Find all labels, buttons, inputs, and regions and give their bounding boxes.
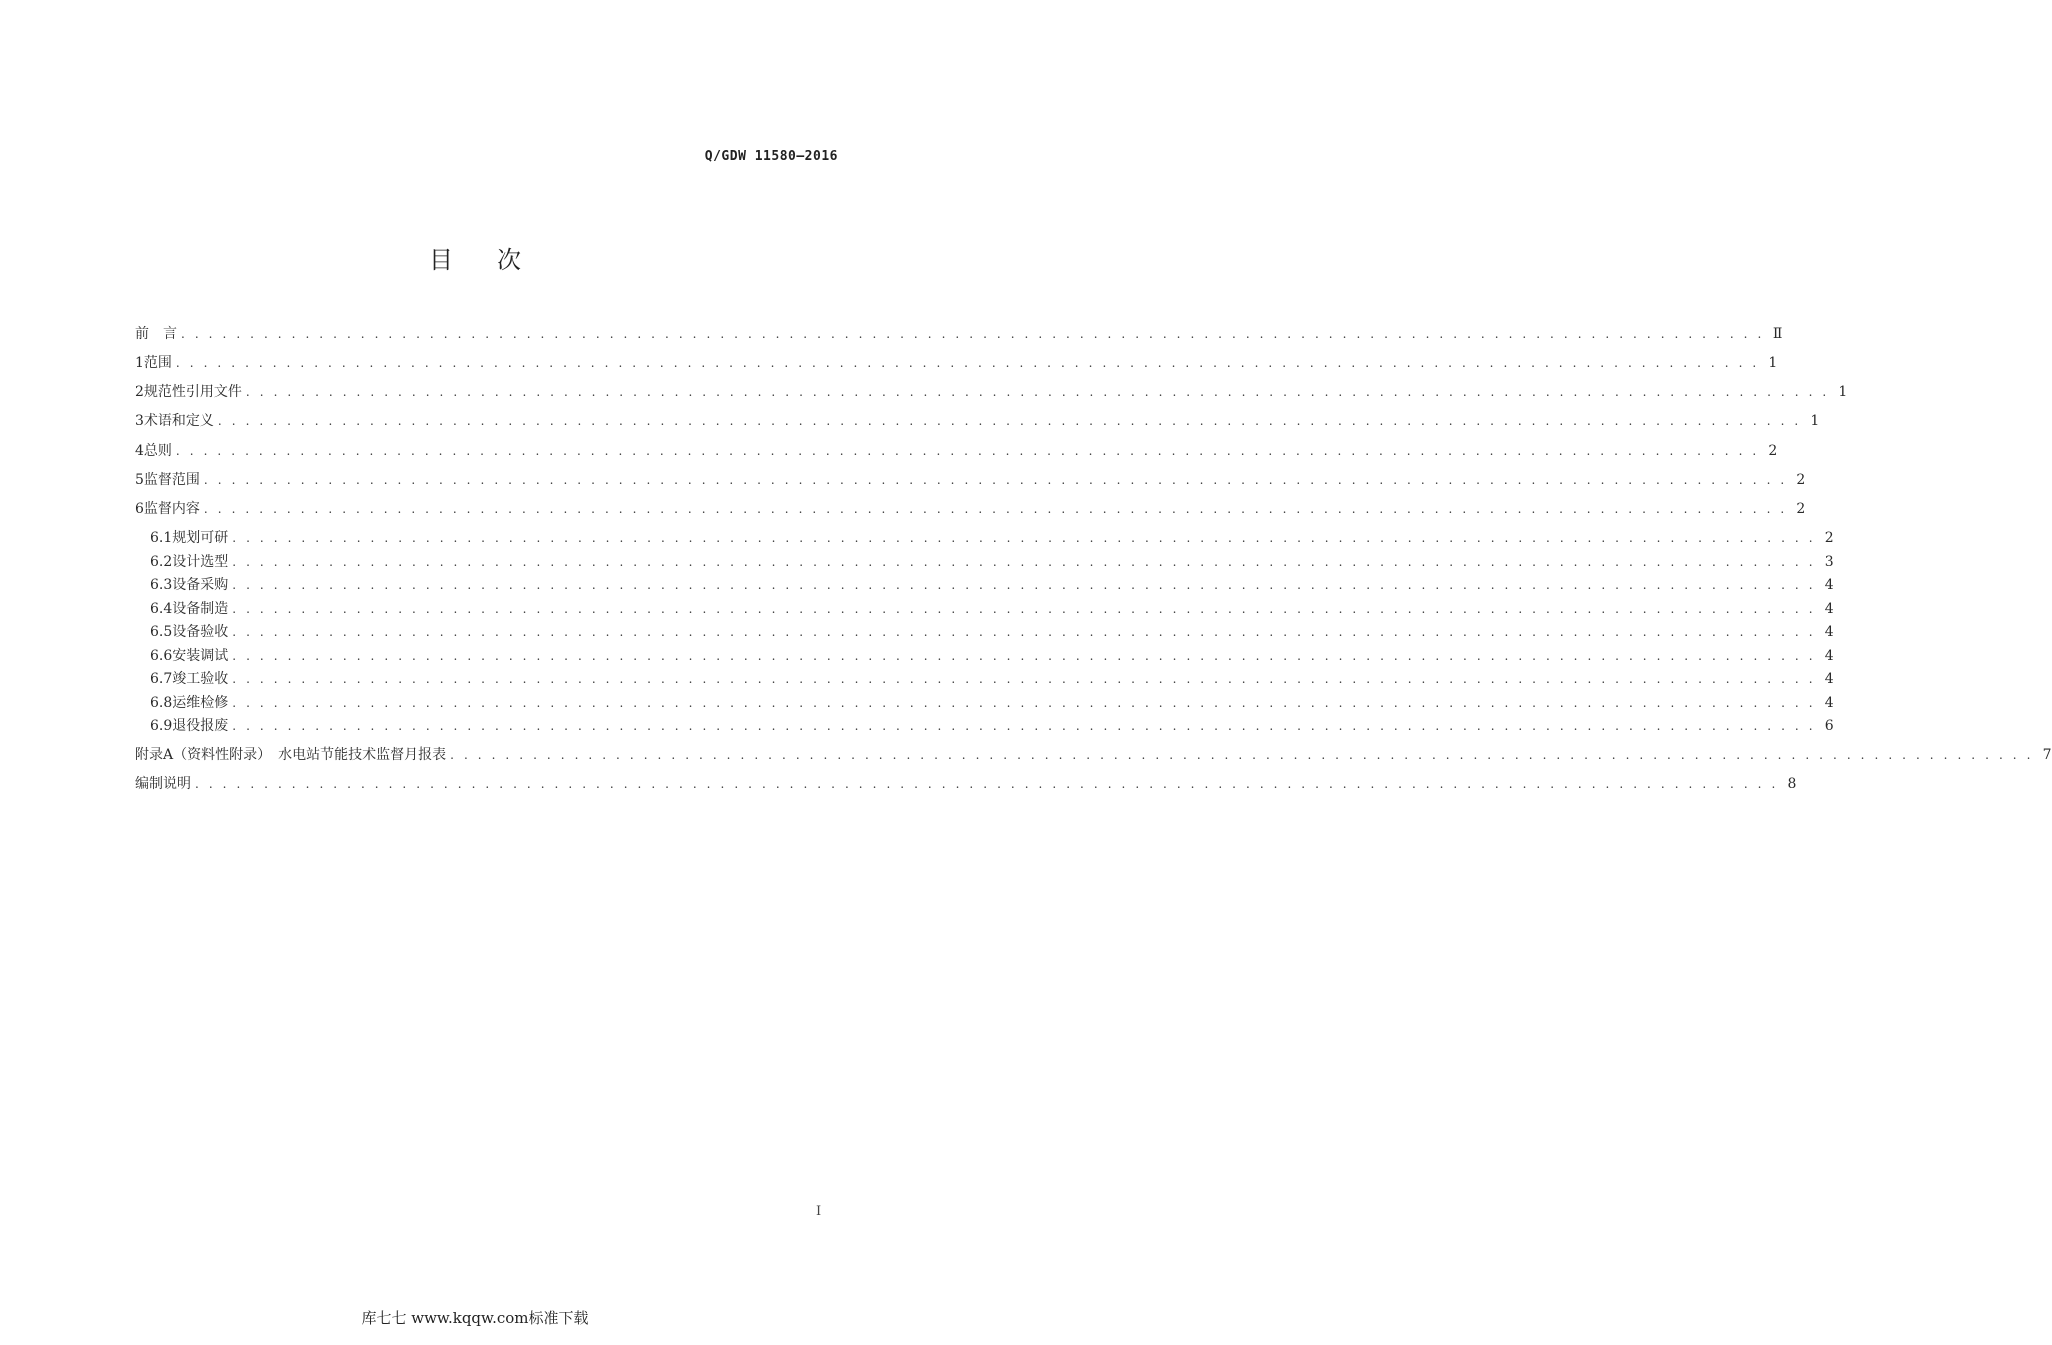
toc-number: 6.4: [150, 601, 173, 617]
toc-number: 6: [135, 501, 144, 517]
toc-page: 1: [1838, 384, 1848, 400]
leader-dots: . . . . . . . . . . . . . . . . . . . . . . . . . . . . . . . . . . . . . . . . . . . . . . . . . . . . . . . . . . . . . . . . . . . . . . . . . . . . . . . . . . . . . . . . . . . . . . . . . . . . . . . . . . . . . . . . . . .: [181, 327, 1765, 341]
toc-entry[interactable]: [135, 353, 1778, 373]
leader-dots: . . . . . . . . . . . . . . . . . . . . . . . . . . . . . . . . . . . . . . . . . . . . . . . . . . . . . . . . . . . . . . . . . . . . . . . . . . . . . . . . . . . . . . . . . . . . . . . . . . . . . . . . . . . . . . . . . . .: [232, 696, 1816, 710]
toc-page: 2: [1796, 501, 1806, 517]
toc-label: 附录A（资料性附录） 水电站节能技术监督月报表: [135, 747, 447, 763]
toc-subentry[interactable]: [150, 552, 1834, 572]
toc-page: 4: [1824, 624, 1834, 640]
toc-label: 规范性引用文件: [143, 384, 242, 400]
leader-dots: . . . . . . . . . . . . . . . . . . . . . . . . . . . . . . . . . . . . . . . . . . . . . . . . . . . . . . . . . . . . . . . . . . . . . . . . . . . . . . . . . . . . . . . . . . . . . . . . . . . . . . . . . . . . . . . . . . .: [203, 502, 1788, 516]
toc-number: 1: [135, 355, 144, 371]
leader-dots: . . . . . . . . . . . . . . . . . . . . . . . . . . . . . . . . . . . . . . . . . . . . . . . . . . . . . . . . . . . . . . . . . . . . . . . . . . . . . . . . . . . . . . . . . . . . . . . . . . . . . . . . . . . . . . . . . . .: [175, 444, 1760, 458]
toc-page: 8: [1787, 776, 1797, 792]
toc-subentry[interactable]: [150, 528, 1834, 548]
standard-code: Q/GDW 11580—2016: [704, 149, 838, 164]
toc-page: 6: [1824, 718, 1834, 734]
toc-number: 6.2: [150, 554, 173, 570]
toc-page: 4: [1824, 648, 1834, 664]
leader-dots: . . . . . . . . . . . . . . . . . . . . . . . . . . . . . . . . . . . . . . . . . . . . . . . . . . . . . . . . . . . . . . . . . . . . . . . . . . . . . . . . . . . . . . . . . . . . . . . . . . . . . . . . . . . . . . . . . . .: [450, 748, 2034, 762]
toc-label: 监督内容: [143, 501, 200, 517]
toc-page: 7: [2042, 747, 2052, 763]
toc-number: 2: [135, 384, 144, 400]
toc-subentry[interactable]: [150, 599, 1834, 619]
footer-watermark: 库七七 www.kqqw.com标准下载: [361, 1309, 589, 1327]
toc-page: 4: [1824, 671, 1834, 687]
toc-label: 范围: [143, 355, 172, 371]
toc-number: 6.7: [150, 671, 173, 687]
toc-label: 术语和定义: [143, 413, 214, 429]
toc-label: 设备采购: [172, 577, 229, 593]
toc-entry[interactable]: [135, 382, 1848, 402]
leader-dots: . . . . . . . . . . . . . . . . . . . . . . . . . . . . . . . . . . . . . . . . . . . . . . . . . . . . . . . . . . . . . . . . . . . . . . . . . . . . . . . . . . . . . . . . . . . . . . . . . . . . . . . . . . . . . . . . . . .: [232, 719, 1816, 733]
toc-page: 4: [1824, 577, 1834, 593]
toc-entry[interactable]: [135, 499, 1806, 519]
toc-label: 竣工验收: [172, 671, 229, 687]
toc-label: 设备制造: [172, 601, 229, 617]
leader-dots: . . . . . . . . . . . . . . . . . . . . . . . . . . . . . . . . . . . . . . . . . . . . . . . . . . . . . . . . . . . . . . . . . . . . . . . . . . . . . . . . . . . . . . . . . . . . . . . . . . . . . . . . . . . . . . . . . . .: [232, 649, 1816, 663]
toc-number: 4: [135, 443, 144, 459]
toc-label: 监督范围: [143, 472, 200, 488]
toc-label: 设备验收: [172, 624, 229, 640]
toc-page: Ⅱ: [1772, 326, 1783, 342]
toc-label: 规划可研: [172, 530, 229, 546]
leader-dots: . . . . . . . . . . . . . . . . . . . . . . . . . . . . . . . . . . . . . . . . . . . . . . . . . . . . . . . . . . . . . . . . . . . . . . . . . . . . . . . . . . . . . . . . . . . . . . . . . . . . . . . . . . . . . . . . . . .: [232, 578, 1816, 592]
toc-number: 6.3: [150, 577, 173, 593]
title-char-1: 目: [429, 246, 453, 274]
toc-entry-appendix-a[interactable]: [135, 745, 2052, 765]
toc-label: 安装调试: [172, 648, 229, 664]
leader-dots: . . . . . . . . . . . . . . . . . . . . . . . . . . . . . . . . . . . . . . . . . . . . . . . . . . . . . . . . . . . . . . . . . . . . . . . . . . . . . . . . . . . . . . . . . . . . . . . . . . . . . . . . . . . . . . . . . . .: [232, 672, 1816, 686]
toc-subentry[interactable]: [150, 716, 1834, 736]
toc-page: 1: [1768, 355, 1778, 371]
toc-number: 6.9: [150, 718, 173, 734]
leader-dots: . . . . . . . . . . . . . . . . . . . . . . . . . . . . . . . . . . . . . . . . . . . . . . . . . . . . . . . . . . . . . . . . . . . . . . . . . . . . . . . . . . . . . . . . . . . . . . . . . . . . . . . . . . . . . . . . . . .: [217, 414, 1802, 428]
toc-label: 设计选型: [172, 554, 229, 570]
toc-label: 退役报废: [172, 718, 229, 734]
toc-entry[interactable]: [135, 441, 1778, 461]
leader-dots: . . . . . . . . . . . . . . . . . . . . . . . . . . . . . . . . . . . . . . . . . . . . . . . . . . . . . . . . . . . . . . . . . . . . . . . . . . . . . . . . . . . . . . . . . . . . . . . . . . . . . . . . . . . . . . . . . . .: [195, 777, 1779, 791]
toc-subentry[interactable]: [150, 693, 1834, 713]
toc-label: 运维检修: [172, 695, 229, 711]
toc-number: 6.5: [150, 624, 173, 640]
toc-label: 总则: [143, 443, 172, 459]
leader-dots: . . . . . . . . . . . . . . . . . . . . . . . . . . . . . . . . . . . . . . . . . . . . . . . . . . . . . . . . . . . . . . . . . . . . . . . . . . . . . . . . . . . . . . . . . . . . . . . . . . . . . . . . . . . . . . . . . . .: [232, 531, 1816, 545]
toc-page: 2: [1768, 443, 1778, 459]
toc-label: 编制说明: [135, 776, 191, 792]
toc-page: 4: [1824, 601, 1834, 617]
leader-dots: . . . . . . . . . . . . . . . . . . . . . . . . . . . . . . . . . . . . . . . . . . . . . . . . . . . . . . . . . . . . . . . . . . . . . . . . . . . . . . . . . . . . . . . . . . . . . . . . . . . . . . . . . . . . . . . . . . .: [203, 473, 1788, 487]
title-char-2: 次: [497, 246, 521, 274]
toc-page: 3: [1824, 554, 1834, 570]
toc-number: 6.6: [150, 648, 173, 664]
toc-subentry[interactable]: [150, 646, 1834, 666]
toc-number: 5: [135, 472, 144, 488]
toc-page: 1: [1810, 413, 1820, 429]
leader-dots: . . . . . . . . . . . . . . . . . . . . . . . . . . . . . . . . . . . . . . . . . . . . . . . . . . . . . . . . . . . . . . . . . . . . . . . . . . . . . . . . . . . . . . . . . . . . . . . . . . . . . . . . . . . . . . . . . . .: [232, 555, 1816, 569]
toc-subentry[interactable]: [150, 622, 1834, 642]
toc-subentry[interactable]: [150, 669, 1834, 689]
toc-subentry[interactable]: [150, 575, 1834, 595]
leader-dots: . . . . . . . . . . . . . . . . . . . . . . . . . . . . . . . . . . . . . . . . . . . . . . . . . . . . . . . . . . . . . . . . . . . . . . . . . . . . . . . . . . . . . . . . . . . . . . . . . . . . . . . . . . . . . . . . . . .: [232, 602, 1816, 616]
toc-page: 2: [1796, 472, 1806, 488]
toc-page: 4: [1824, 695, 1834, 711]
toc-entry[interactable]: [135, 411, 1820, 431]
toc-number: 3: [135, 413, 144, 429]
leader-dots: . . . . . . . . . . . . . . . . . . . . . . . . . . . . . . . . . . . . . . . . . . . . . . . . . . . . . . . . . . . . . . . . . . . . . . . . . . . . . . . . . . . . . . . . . . . . . . . . . . . . . . . . . . . . . . . . . . .: [232, 625, 1816, 639]
page-title: [0, 240, 950, 275]
toc-number: 6.1: [150, 530, 173, 546]
toc-page: 2: [1824, 530, 1834, 546]
page-number: I: [816, 1204, 822, 1219]
toc-entry-notes[interactable]: [135, 774, 1797, 794]
leader-dots: . . . . . . . . . . . . . . . . . . . . . . . . . . . . . . . . . . . . . . . . . . . . . . . . . . . . . . . . . . . . . . . . . . . . . . . . . . . . . . . . . . . . . . . . . . . . . . . . . . . . . . . . . . . . . . . . . . .: [175, 356, 1760, 370]
toc-number: 6.8: [150, 695, 173, 711]
toc-label: 前 言: [135, 326, 177, 342]
toc-entry-foreword[interactable]: [135, 324, 1783, 344]
leader-dots: . . . . . . . . . . . . . . . . . . . . . . . . . . . . . . . . . . . . . . . . . . . . . . . . . . . . . . . . . . . . . . . . . . . . . . . . . . . . . . . . . . . . . . . . . . . . . . . . . . . . . . . . . . . . . . . . . . .: [245, 385, 1830, 399]
toc-entry[interactable]: [135, 470, 1806, 490]
